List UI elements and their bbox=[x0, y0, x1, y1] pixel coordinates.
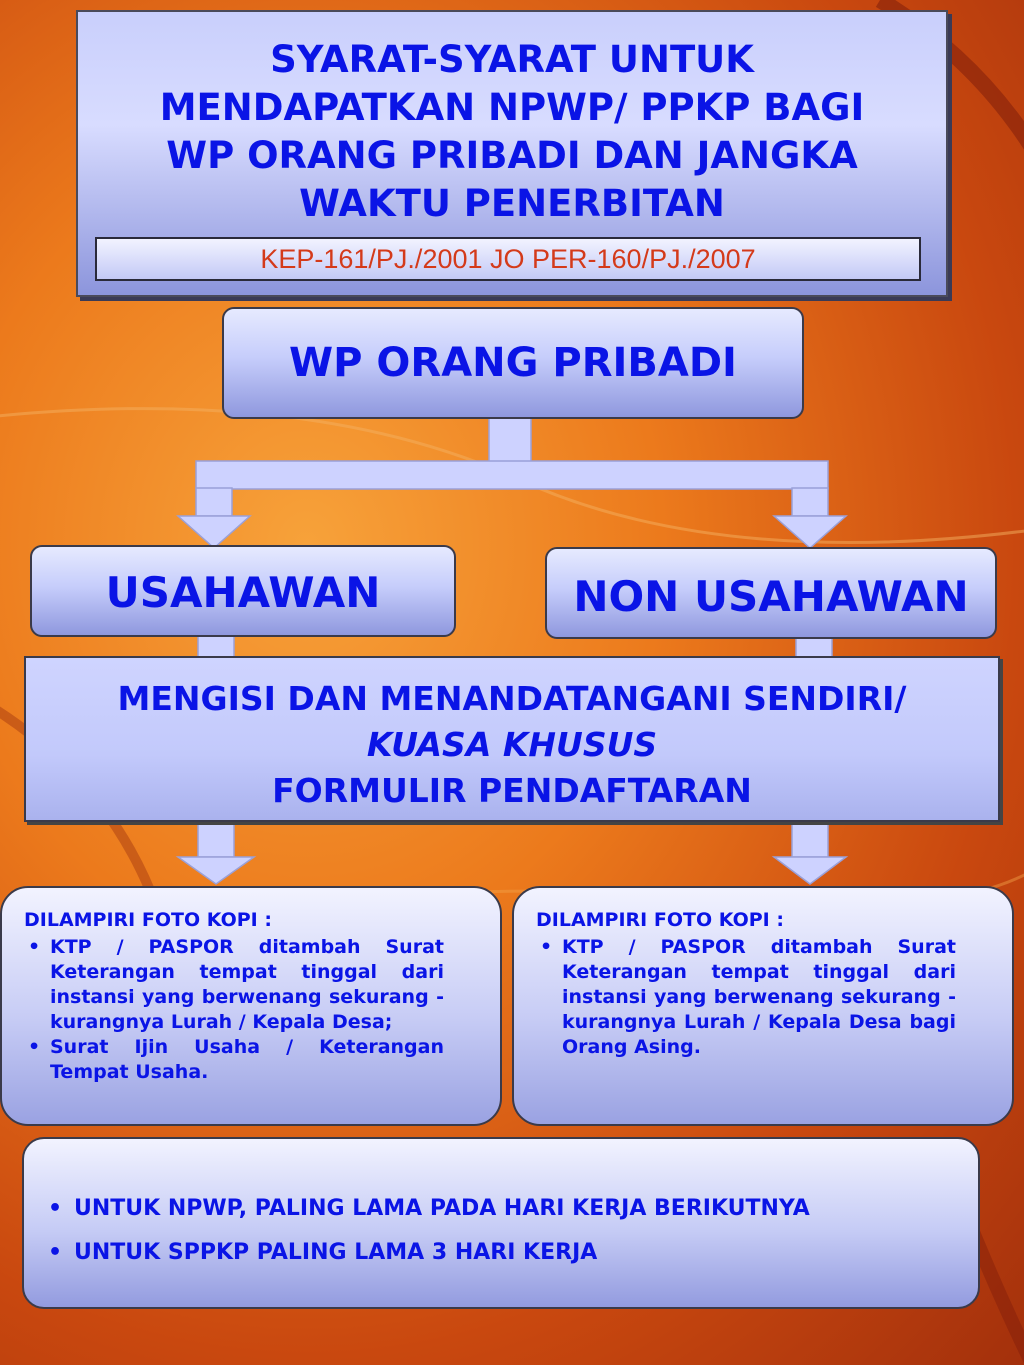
left-attach-stem bbox=[198, 821, 234, 857]
list-item: • UNTUK NPWP, PALING LAMA PADA HARI KERJA BERIKUTNYA bbox=[46, 1187, 978, 1231]
form-line-1: MENGISI DAN MENANDATANGANI SENDIRI/ bbox=[117, 679, 907, 718]
notes-list bbox=[46, 1187, 978, 1275]
title-box bbox=[76, 10, 948, 297]
attachments-heading: DILAMPIRI FOTO KOPI : bbox=[536, 909, 784, 931]
root-stem bbox=[489, 418, 531, 462]
non-usahawan-attachments bbox=[512, 886, 1014, 1126]
list-item: • Surat Ijin Usaha / Keterangan Tempat Usaha. bbox=[24, 1035, 444, 1085]
attachments-heading: DILAMPIRI FOTO KOPI : bbox=[24, 909, 272, 931]
left-branch-stem bbox=[196, 488, 232, 516]
right-branch-arrow bbox=[774, 516, 846, 548]
left-branch-arrow bbox=[178, 516, 250, 548]
registration-form-node bbox=[24, 656, 1000, 822]
right-attach-stem bbox=[792, 821, 828, 857]
attachments-list bbox=[24, 935, 444, 1085]
list-item: • KTP / PASPOR ditambah Surat Keterangan tempat tinggal dari instansi yang berwenang sekurang - kurangnya Lurah / Kepala Desa; bbox=[24, 935, 444, 1035]
branch-bar bbox=[196, 461, 828, 489]
page-title bbox=[88, 36, 936, 228]
title-line: WP ORANG PRIBADI DAN JANGKA bbox=[166, 134, 858, 177]
right-attach-arrow bbox=[774, 857, 846, 884]
title-line: MENDAPATKAN NPWP/ PPKP BAGI bbox=[159, 86, 865, 129]
usahawan-attachments bbox=[0, 886, 502, 1126]
left-attach-arrow bbox=[178, 857, 254, 884]
attachments-list bbox=[536, 935, 956, 1060]
title-line: SYARAT-SYARAT UNTUK bbox=[270, 38, 754, 81]
non-usahawan-node: NON USAHAWAN bbox=[545, 547, 997, 639]
right-branch-stem bbox=[792, 488, 828, 516]
form-line-2: KUASA KHUSUS bbox=[366, 725, 658, 764]
usahawan-node: USAHAWAN bbox=[30, 545, 456, 637]
wp-orang-pribadi-node: WP ORANG PRIBADI bbox=[222, 307, 804, 419]
regulation-reference: KEP-161/PJ./2001 JO PER-160/PJ./2007 bbox=[95, 237, 921, 281]
title-line: WAKTU PENERBITAN bbox=[299, 182, 725, 225]
left-form-stem bbox=[198, 636, 234, 658]
list-item: • UNTUK SPPKP PALING LAMA 3 HARI KERJA bbox=[46, 1231, 978, 1275]
form-line-3: FORMULIR PENDAFTARAN bbox=[272, 771, 752, 810]
list-item: • KTP / PASPOR ditambah Surat Keterangan tempat tinggal dari instansi yang berwenang sekurang - kurangnya Lurah / Kepala Desa bagi Orang Asing. bbox=[536, 935, 956, 1060]
issuance-time-notes bbox=[22, 1137, 980, 1309]
